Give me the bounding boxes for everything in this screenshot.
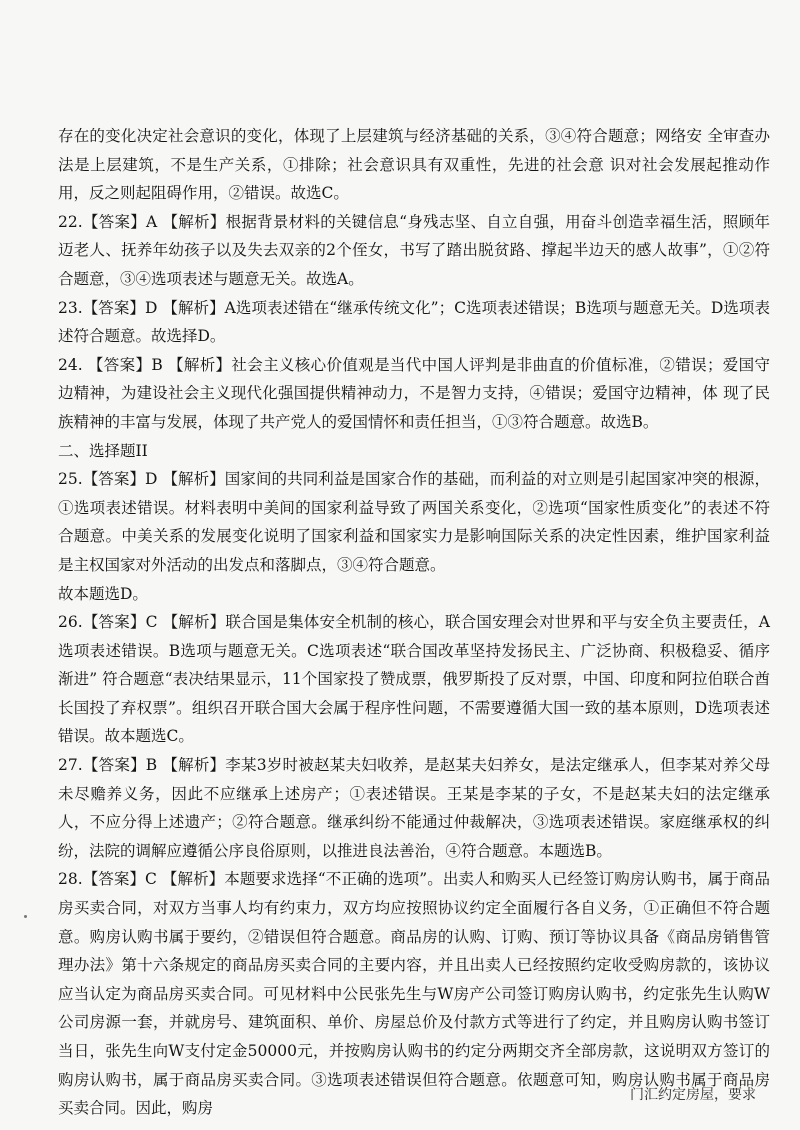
answer-23: 23.【答案】D 【解析】A选项表述错在“继承传统文化”；C选项表述错误；B选项与题意无关。D选项表述符合题意。故选择D。 bbox=[58, 298, 770, 346]
answer-25: 25.【答案】D 【解析】国家间的共同利益是国家合作的基础，而利益的对立则是引起国家冲突的根源，①选项表述错误。材料表明中美间的国家利益导致了两国关系变化，②选项“国家性质变化”的表述不符合题意。中美关系的发展变化说明了国家利益和国家实力是影响国际关系的决定性因素，维护国家利益是主权国家对外活动的出发点和落脚点，③④符合题意。 bbox=[58, 470, 770, 574]
answer-28: 28.【答案】C 【解析】本题要求选择“不正确的选项”。出卖人和购买人已经签订购房认购书，属于商品房买卖合同，对双方当事人均有约束力，双方均应按照协议约定全面履行各自义务，①正确但不符合题意。购房认购书属于要约，②错误但符合题意。商品房的认购、订购、预订等协议具备《商品房销售管理办法》第十六条规定的商品房买卖合同的主要内容，并且出卖人已经按照约定收受购房款的，该协议应当认定为商品房买卖合同。可见材料中公民张先生与W房产公司签订购房认购书，约定张先生认购W公司房源一套，并就房号、建筑面积、单价、房屋总价及付款方式等进行了约定，并且购房认购书签订当日，张先生向W支付定金50000元，并按购房认购书的约定分两期交齐全部房款，这说明双方签订的购房认购书，属于商品房买卖合同。③选项表述错误但符合题意。依题意可知，购房认购书属于商品房买卖合同。因此，购房 bbox=[58, 870, 770, 1118]
answer-explanation-text bbox=[58, 122, 770, 1123]
answer-24: 24. 【答案】B 【解析】社会主义核心价值观是当代中国人评判是非曲直的价值标准，②错误；爱国守边精神，为建设社会主义现代化强国提供精神动力，不是智力支持，④错误；爱国守边精神，体 现了民族精神的丰富与发展，体现了共产党人的爱国情怀和责任担当，①③符合题意。故选B。 bbox=[58, 355, 770, 431]
answer-22: 22.【答案】A 【解析】根据背景材料的关键信息“身残志坚、自立自强，用奋斗创造幸福生活，照顾年迈老人、抚养年幼孩子以及失去双亲的2个侄女，书写了踏出脱贫路、撑起半边天的感人故事”，①②符合题意，③④选项表述与题意无关。故选A。 bbox=[58, 212, 770, 288]
paragraph-continuation-21: 存在的变化决定社会意识的变化，体现了上层建筑与经济基础的关系，③④符合题意；网络安 全审查办法是上层建筑，不是生产关系，①排除；社会意识具有双重性，先进的社会意 识对社会发展起推动作用，反之则起阻碍作用，②错误。故选C。 bbox=[58, 127, 770, 203]
answer-26: 26.【答案】C 【解析】联合国是集体安全机制的核心，联合国安理会对世界和平与安全负主要责任，A选项表述错误。B选项与题意无关。C选项表述“联合国改革坚持发扬民主、广泛协商、积极稳妥、循序渐进” 符合题意“表决结果显示，11个国家投了赞成票，俄罗斯投了反对票，中国、印度和阿拉伯联合酋长国投了弃权票”。组织召开联合国大会属于程序性问题，不需要遵循大国一致的基本原则，D选项表述错误。故本题选C。 bbox=[58, 613, 770, 746]
answer-25-conclusion: 故本题选D。 bbox=[58, 584, 148, 603]
footer-fragment: 门汇约定房屋，要求 bbox=[630, 1087, 756, 1103]
section-heading: 二、选择题II bbox=[58, 441, 148, 460]
answer-27: 27.【答案】B 【解析】李某3岁时被赵某夫妇收养，是赵某夫妇养女，是法定继承人，但李某对养父母未尽赡养义务，因此不应继承上述房产；①表述错误。王某是李某的子女，不是赵某夫妇的法定继承人，不应分得上述遗产；②符合题意。继承纠纷不能通过仲裁解决，③选项表述错误。家庭继承权的纠纷，法院的调解应遵循公序良俗原则，以推进良法善治，④符合题意。本题选B。 bbox=[58, 756, 770, 860]
margin-dot bbox=[24, 915, 27, 918]
